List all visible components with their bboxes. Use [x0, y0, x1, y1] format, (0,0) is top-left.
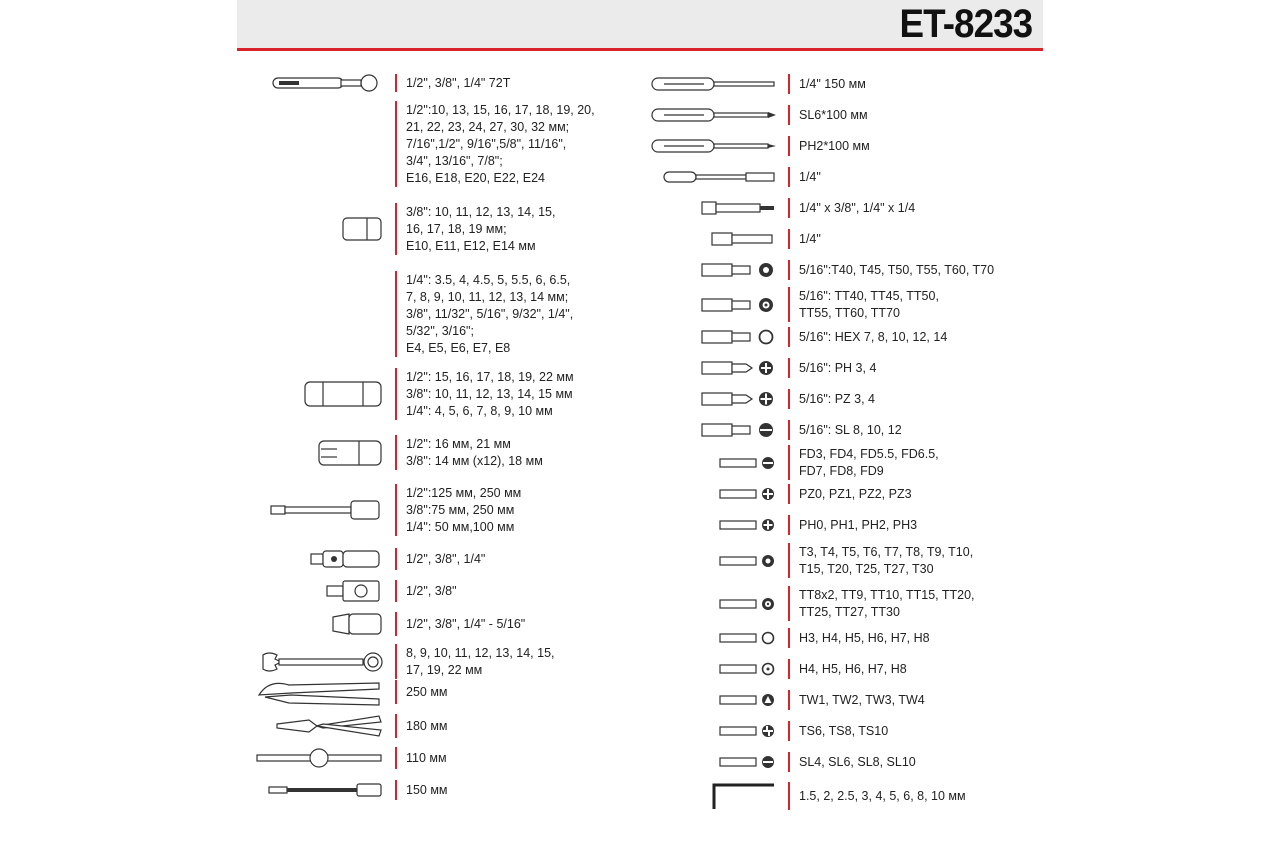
- bit-adapter-icon: [648, 198, 778, 218]
- bit-holder-socket-icon: [245, 610, 385, 638]
- right-item-1: SL6*100 мм: [648, 105, 868, 125]
- left-item-2: 3/8": 10, 11, 12, 13, 14, 15, 16, 17, 18, 19 мм; E10, E11, E12, E14 мм: [245, 203, 555, 255]
- small-slotted-bit-icon: [648, 454, 778, 472]
- socket-icon: [245, 214, 385, 244]
- header-divider: [237, 48, 1043, 51]
- left-item-0: 1/2", 3/8", 1/4" 72T: [245, 74, 510, 92]
- right-item-12: FD3, FD4, FD5.5, FD6.5, FD7, FD8, FD9: [648, 445, 939, 480]
- hex-bit-icon: [648, 327, 778, 347]
- right-item-19: TW1, TW2, TW3, TW4: [648, 690, 925, 710]
- left-item-12: 180 мм: [245, 714, 448, 738]
- tri-wing-bit-icon: [648, 691, 778, 709]
- left-item-1: 1/2":10, 13, 15, 16, 17, 18, 19, 20, 21, 22, 23, 24, 27, 30, 32 мм; 7/16",1/2", 9/16",5/8", 11/16", 3/4", 13/16", 7/8"; E16, E18, E20, E22, E24: [245, 101, 595, 187]
- t-handle-icon: [245, 747, 385, 769]
- right-item-15: T3, T4, T5, T6, T7, T8, T9, T10, T15, T20, T25, T27, T30: [648, 543, 973, 578]
- right-item-18: H4, H5, H6, H7, H8: [648, 659, 907, 679]
- model-number: ET-8233: [899, 2, 1032, 46]
- right-item-10: 5/16": PZ 3, 4: [648, 389, 875, 409]
- combination-wrench-icon: [245, 649, 385, 675]
- right-item-3: 1/4": [648, 167, 821, 187]
- right-item-17: H3, H4, H5, H6, H7, H8: [648, 628, 930, 648]
- flexible-extension-icon: [245, 781, 385, 799]
- right-item-2: PH2*100 мм: [648, 136, 870, 156]
- phillips-bit-icon: [648, 358, 778, 378]
- small-tamper-torx-bit-icon: [648, 595, 778, 613]
- deep-socket-icon: [245, 378, 385, 410]
- right-item-16: TT8x2, TT9, TT10, TT15, TT20, TT25, TT27, TT30: [648, 586, 975, 621]
- water-pump-pliers-icon: [245, 677, 385, 707]
- pliers-icon: [245, 712, 385, 740]
- left-item-9: 1/2", 3/8", 1/4" - 5/16": [245, 612, 525, 636]
- extension-bar-icon: [245, 497, 385, 523]
- tamper-torx-bit-icon: [648, 295, 778, 315]
- slotted-bit-icon: [648, 420, 778, 440]
- right-item-5: 1/4": [648, 229, 821, 249]
- small-torx-bit-icon: [648, 552, 778, 570]
- right-item-9: 5/16": PH 3, 4: [648, 358, 876, 378]
- bit-holder-icon: [648, 230, 778, 248]
- right-item-4: 1/4" x 3/8", 1/4" x 1/4: [648, 198, 915, 218]
- pozidriv-bit-icon: [648, 389, 778, 409]
- ratchet-icon: [245, 73, 385, 93]
- right-item-7: 5/16": TT40, TT45, TT50, TT55, TT60, TT70: [648, 287, 939, 322]
- phillips-screwdriver-icon: [648, 137, 778, 155]
- right-item-6: 5/16":T40, T45, T50, T55, T60, T70: [648, 260, 994, 280]
- left-item-13: 110 мм: [245, 747, 447, 769]
- universal-joint-icon: [245, 547, 385, 571]
- right-item-13: PZ0, PZ1, PZ2, PZ3: [648, 484, 912, 504]
- right-item-20: TS6, TS8, TS10: [648, 721, 888, 741]
- left-item-4: 1/2": 15, 16, 17, 18, 19, 22 мм 3/8": 10, 11, 12, 13, 14, 15 мм 1/4": 4, 5, 6, 7, 8, 9, 10 мм: [245, 368, 574, 420]
- spark-plug-socket-icon: [245, 437, 385, 469]
- small-phillips-bit-icon: [648, 516, 778, 534]
- small-hex-bit-icon: [648, 629, 778, 647]
- left-item-3: 1/4": 3.5, 4, 4.5, 5, 5.5, 6, 6.5, 7, 8, 9, 10, 11, 12, 13, 14 мм; 3/8", 11/32", 5/16", 9/32", 1/4", 5/32", 3/16"; E4, E5, E6, E7, E8: [245, 271, 573, 357]
- bit-screwdriver-icon: [648, 75, 778, 93]
- small-tamper-hex-bit-icon: [648, 660, 778, 678]
- right-item-0: 1/4" 150 мм: [648, 74, 866, 94]
- hex-key-icon: [648, 781, 778, 811]
- right-item-8: 5/16": HEX 7, 8, 10, 12, 14: [648, 327, 947, 347]
- left-item-10: 8, 9, 10, 11, 12, 13, 14, 15, 17, 19, 22 мм: [245, 644, 555, 679]
- adapter-icon: [245, 578, 385, 604]
- small-pozidriv-bit-icon: [648, 485, 778, 503]
- slotted-screwdriver-icon: [648, 106, 778, 124]
- left-item-5: 1/2": 16 мм, 21 мм 3/8": 14 мм (x12), 18 мм: [245, 435, 543, 470]
- left-item-11: 250 мм: [245, 680, 448, 704]
- torx-bit-icon: [648, 260, 778, 280]
- left-item-7: 1/2", 3/8", 1/4": [245, 548, 485, 570]
- mini-screwdriver-icon: [648, 168, 778, 186]
- right-item-22: 1.5, 2, 2.5, 3, 4, 5, 6, 8, 10 мм: [648, 782, 966, 810]
- right-item-21: SL4, SL6, SL8, SL10: [648, 752, 916, 772]
- left-item-14: 150 мм: [245, 780, 448, 800]
- slotted-mini-bit-icon: [648, 753, 778, 771]
- right-item-11: 5/16": SL 8, 10, 12: [648, 420, 902, 440]
- torq-set-bit-icon: [648, 722, 778, 740]
- left-item-8: 1/2", 3/8": [245, 580, 457, 602]
- left-item-6: 1/2":125 мм, 250 мм 3/8":75 мм, 250 мм 1/4": 50 мм,100 мм: [245, 484, 521, 536]
- right-item-14: PH0, PH1, PH2, PH3: [648, 515, 917, 535]
